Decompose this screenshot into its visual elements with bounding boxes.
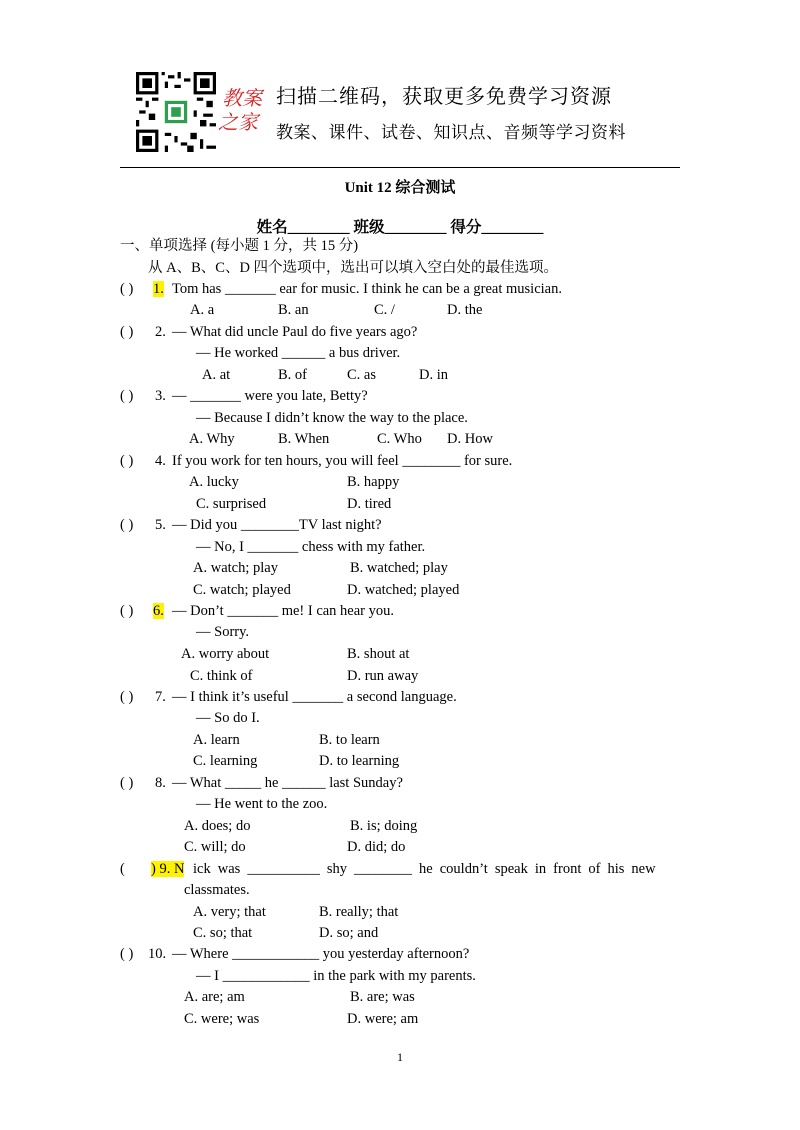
answer-blank[interactable]: ( ) [120,281,134,297]
section-heading: 一、单项选择 (每小题 1 分，共 15 分) [120,238,359,254]
option: B. is; doing [350,818,418,834]
student-info-line: 姓名________ 班级________ 得分________ [256,219,544,236]
option: B. of [278,367,307,383]
option: B. shout at [347,646,410,662]
option: D. were; am [347,1011,419,1027]
question-stem: — Don’t _______ me! I can hear you. [172,603,395,619]
question-number: 4. [155,453,166,469]
option: C. think of [190,668,253,684]
section-instruction: 从 A、B、C、D 四个选项中，选出可以填入空白处的最佳选项。 [148,260,559,276]
option: C. Who [377,431,422,447]
option: B. an [278,302,309,318]
question-stem: — What _____ he ______ last Sunday? [172,775,403,791]
question-stem: If you work for ten hours, you will feel ________ for sure. [172,453,513,469]
option: A. does; do [184,818,251,834]
option: D. to learning [319,753,400,769]
option: A. Why [189,431,235,447]
answer-blank[interactable]: ( ) [120,689,134,705]
option: D. in [419,367,448,383]
question-number: ) 9. N [151,861,185,877]
question-stem: — What did uncle Paul do five years ago? [172,324,418,340]
option: C. will; do [184,839,246,855]
option: B. to learn [319,732,380,748]
page-number: 1 [397,1050,403,1064]
question-stem: — I ____________ in the park with my parents. [196,968,476,984]
answer-blank[interactable]: ( ) [120,603,134,619]
option: D. How [447,431,493,447]
header-line-2: 教案、课件、试卷、知识点、音频等学习资料 [276,123,626,143]
header-line-1: 扫描二维码，获取更多免费学习资源 [276,84,612,108]
option: C. as [347,367,376,383]
question-stem: — No, I _______ chess with my father. [196,539,426,555]
answer-blank[interactable]: ( ) [120,775,134,791]
question-stem: — Where ____________ you yesterday afternoon? [172,946,470,962]
question-stem: — Sorry. [196,624,250,640]
question-number: 2. [155,324,166,340]
option: B. happy [347,474,400,490]
option: A. watch; play [193,560,278,576]
question-stem: ick was __________ shy ________ he couldn’t speak in front of his new [193,861,656,877]
answer-blank[interactable]: ( ) [120,946,134,962]
option: A. learn [193,732,240,748]
option: B. really; that [319,904,399,920]
option: A. a [190,302,215,318]
option: C. so; that [193,925,253,941]
option: A. are; am [184,989,245,1005]
option: C. watch; played [193,582,291,598]
option: B. are; was [350,989,415,1005]
page-title: Unit 12 综合测试 [344,180,456,196]
question-stem: — So do I. [196,710,260,726]
option: D. the [447,302,483,318]
question-number: 1. [153,281,164,297]
question-number: 5. [155,517,166,533]
option: C. were; was [184,1011,260,1027]
question-number: 8. [155,775,166,791]
question-stem: — _______ were you late, Betty? [172,388,368,404]
question-stem: — He worked ______ a bus driver. [196,345,401,361]
question-stem: — Did you ________TV last night? [172,517,382,533]
question-number: 10. [148,946,167,962]
answer-blank[interactable]: ( ) [120,453,134,469]
option: A. lucky [189,474,239,490]
answer-blank[interactable]: ( [120,861,125,877]
question-stem: Tom has _______ ear for music. I think he can be a great musician. [172,281,562,297]
question-stem: — I think it’s useful _______ a second language. [172,689,457,705]
option: B. watched; play [350,560,448,576]
header-divider [120,167,680,168]
question-stem: — He went to the zoo. [196,796,328,812]
option: D. did; do [347,839,406,855]
option: D. so; and [319,925,379,941]
option: C. learning [193,753,258,769]
option: D. watched; played [347,582,460,598]
question-stem: — Because I didn’t know the way to the place. [196,410,468,426]
option: C. surprised [196,496,267,512]
option: C. / [374,302,395,318]
option: B. When [278,431,330,447]
question-number: 3. [155,388,166,404]
question-stem: classmates. [184,882,250,898]
option: A. at [202,367,231,383]
question-number: 6. [153,603,164,619]
option: A. worry about [181,646,270,662]
answer-blank[interactable]: ( ) [120,324,134,340]
option: A. very; that [193,904,266,920]
option: D. tired [347,496,392,512]
option: D. run away [347,668,419,684]
answer-blank[interactable]: ( ) [120,388,134,404]
question-number: 7. [155,689,166,705]
logo-text: 教案 之家 [218,86,262,134]
qr-code-icon [136,72,216,152]
answer-blank[interactable]: ( ) [120,517,134,533]
